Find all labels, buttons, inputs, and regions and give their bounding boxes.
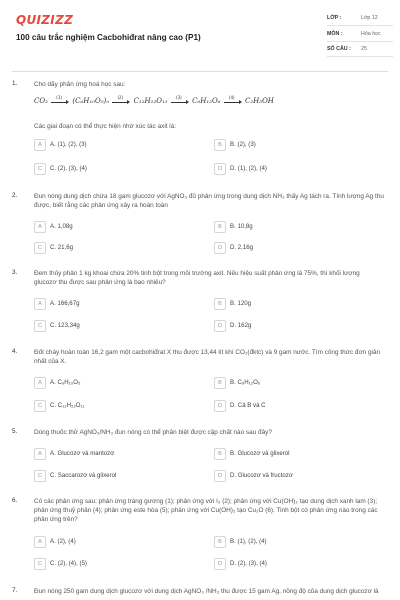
option-letter-box: A (34, 536, 46, 548)
meta-row-count (327, 43, 393, 57)
option-letter-box: A (34, 221, 46, 233)
option-letter-box: A (34, 377, 46, 389)
question-number: 6. (12, 497, 18, 504)
quizizz-logo: QUIZIZZ (16, 13, 74, 27)
step-label: (1) (56, 95, 62, 100)
question-number: 2. (12, 192, 18, 199)
meta-row-subject (327, 28, 393, 42)
option-letter-box: A (34, 298, 46, 310)
option-text: D. Glucozơ và fructozơ (230, 472, 293, 479)
header-divider (12, 71, 388, 72)
option-letter-box: D (214, 163, 226, 175)
option-letter-box: C (34, 320, 46, 332)
option-text: B. C₆H₁₂O₆ (230, 379, 261, 386)
option-text: D. 162g (230, 322, 252, 329)
arrow-icon (51, 97, 69, 105)
option-text: A. C₆H₁₀O₅ (50, 379, 81, 386)
option-text: B. (2), (3) (230, 141, 256, 148)
worksheet-header (0, 0, 400, 66)
meta-value: Lớp 12 (361, 15, 378, 21)
formula-start: CO₂ (34, 97, 48, 105)
option-text: A. 1,08g (50, 223, 73, 230)
option-text: C. Saccarozơ và glixerol (50, 472, 117, 479)
option-letter-box: B (214, 448, 226, 460)
meta-key: SỐ CÂU : (327, 46, 351, 52)
option-letter-box: A (34, 448, 46, 460)
arrow-icon (171, 97, 189, 105)
option-letter-box: C (34, 242, 46, 254)
meta-row-class (327, 12, 393, 26)
option-letter-box: B (214, 298, 226, 310)
step-label: (3) (176, 95, 182, 100)
option-text: C. 123,34g (50, 322, 80, 329)
option-letter-box: C (34, 470, 46, 482)
question-text: Đem thủy phân 1 kg khoai chứa 20% tinh bột trong môi trường axit. Nếu hiệu suất phản ứng là 75%, thì khối lượng glucozơ thu được sau phản ứng là bao nhiêu? (34, 270, 360, 286)
formula-mid: (C₆H₁₀O₅)ₙ (72, 97, 110, 105)
question-text: Đun nóng dung dịch chứa 18 gam glucozơ với AgNO₃ đủ phản ứng trong dung dịch NH₃ thấy Ag tách ra. Tính lượng Ag thu được, biết rằng các phản ứng xảy ra hoàn toàn (34, 193, 384, 209)
question-text: Đốt cháy hoàn toàn 16,2 gam một cacbohiđrat X thu được 13,44 lít khí CO₂(đktc) và 9 gam nước. Tìm công thức đơn giản nhất của X. (34, 349, 381, 365)
option-letter-box: B (214, 377, 226, 389)
option-text: C. 21,6g (50, 244, 74, 251)
question-text: Cho dãy phản ứng hoá học sau: (34, 81, 126, 88)
question-text: Dùng thuốc thử AgNO₃/NH₃ đun nóng có thể phân biệt được cặp chất nào sau đây? (34, 429, 272, 436)
question-text: Các giai đoạn có thể thực hiện nhờ xúc tác axit là: (34, 123, 177, 130)
option-letter-box: A (34, 139, 46, 151)
question-number: 4. (12, 348, 18, 355)
option-text: B. 10,8g (230, 223, 253, 230)
option-text: A. 166,67g (50, 300, 80, 307)
arrow-icon (224, 97, 242, 105)
meta-value: Hóa học (361, 31, 381, 37)
step-label: (2) (117, 95, 124, 100)
reaction-chain-formula (34, 97, 334, 111)
meta-value: 25 (361, 46, 367, 52)
option-letter-box: D (214, 320, 226, 332)
option-letter-box: D (214, 400, 226, 412)
step-label: (4) (228, 95, 235, 100)
option-text: C. (2), (4), (5) (50, 560, 87, 567)
option-letter-box: C (34, 558, 46, 570)
option-text: C. C₁₂H₂₂O₁₁ (50, 402, 85, 409)
question-number: 5. (12, 428, 18, 435)
option-letter-box: B (214, 221, 226, 233)
option-letter-box: D (214, 558, 226, 570)
option-text: B. Glucozơ và glixerol (230, 450, 290, 457)
option-letter-box: B (214, 139, 226, 151)
option-letter-box: D (214, 470, 226, 482)
question-number: 3. (12, 269, 18, 276)
option-text: D. 2,16g (230, 244, 254, 251)
question-number: 7. (12, 587, 18, 594)
question-number: 1. (12, 80, 18, 87)
option-text: A. (2), (4) (50, 538, 76, 545)
meta-key: MÔN : (327, 31, 343, 37)
option-text: D. (2), (3), (4) (230, 560, 267, 567)
arrow-icon (112, 97, 130, 105)
formula-end: C₂H₅OH (245, 97, 274, 105)
option-text: B. 120g (230, 300, 252, 307)
option-letter-box: C (34, 163, 46, 175)
option-letter-box: B (214, 536, 226, 548)
question-text: Đun nóng 250 gam dung dịch glucozơ với dung dịch AgNO₃ /NH₃ thu được 15 gam Ag, nồng độ của dung dịch glucozơ là (34, 588, 379, 595)
option-text: C. (2), (3), (4) (50, 165, 87, 172)
formula-mid: C₆H₁₂O₆ (192, 97, 221, 105)
option-text: D. (1), (2), (4) (230, 165, 267, 172)
option-letter-box: D (214, 242, 226, 254)
option-text: A. Glucozơ và mantozơ (50, 450, 115, 457)
question-text: Có các phản ứng sau: phản ứng tráng gương (1); phản ứng với I₂ (2); phản ứng với Cu(OH)₂ tạo dung dịch xanh lam (3); phản ứng thuỷ phân (4); phản ứng este hóa (5); phản ứng với Cu(OH)₂ tạo Cu₂O (6). Tinh bột có phản ứng nào trong các phản ứng trên? (34, 498, 378, 523)
option-text: A. (1), (2), (3) (50, 141, 87, 148)
meta-key: LỚP : (327, 15, 342, 21)
option-text: B. (1), (2), (4) (230, 538, 267, 545)
formula-mid: C₁₂H₂₂O₁₁ (133, 97, 168, 105)
worksheet-title: 100 câu trắc nghiệm Cacbohiđrat nâng cao (P1) (16, 33, 201, 42)
option-text: D. Cả B và C (230, 402, 266, 409)
option-letter-box: C (34, 400, 46, 412)
